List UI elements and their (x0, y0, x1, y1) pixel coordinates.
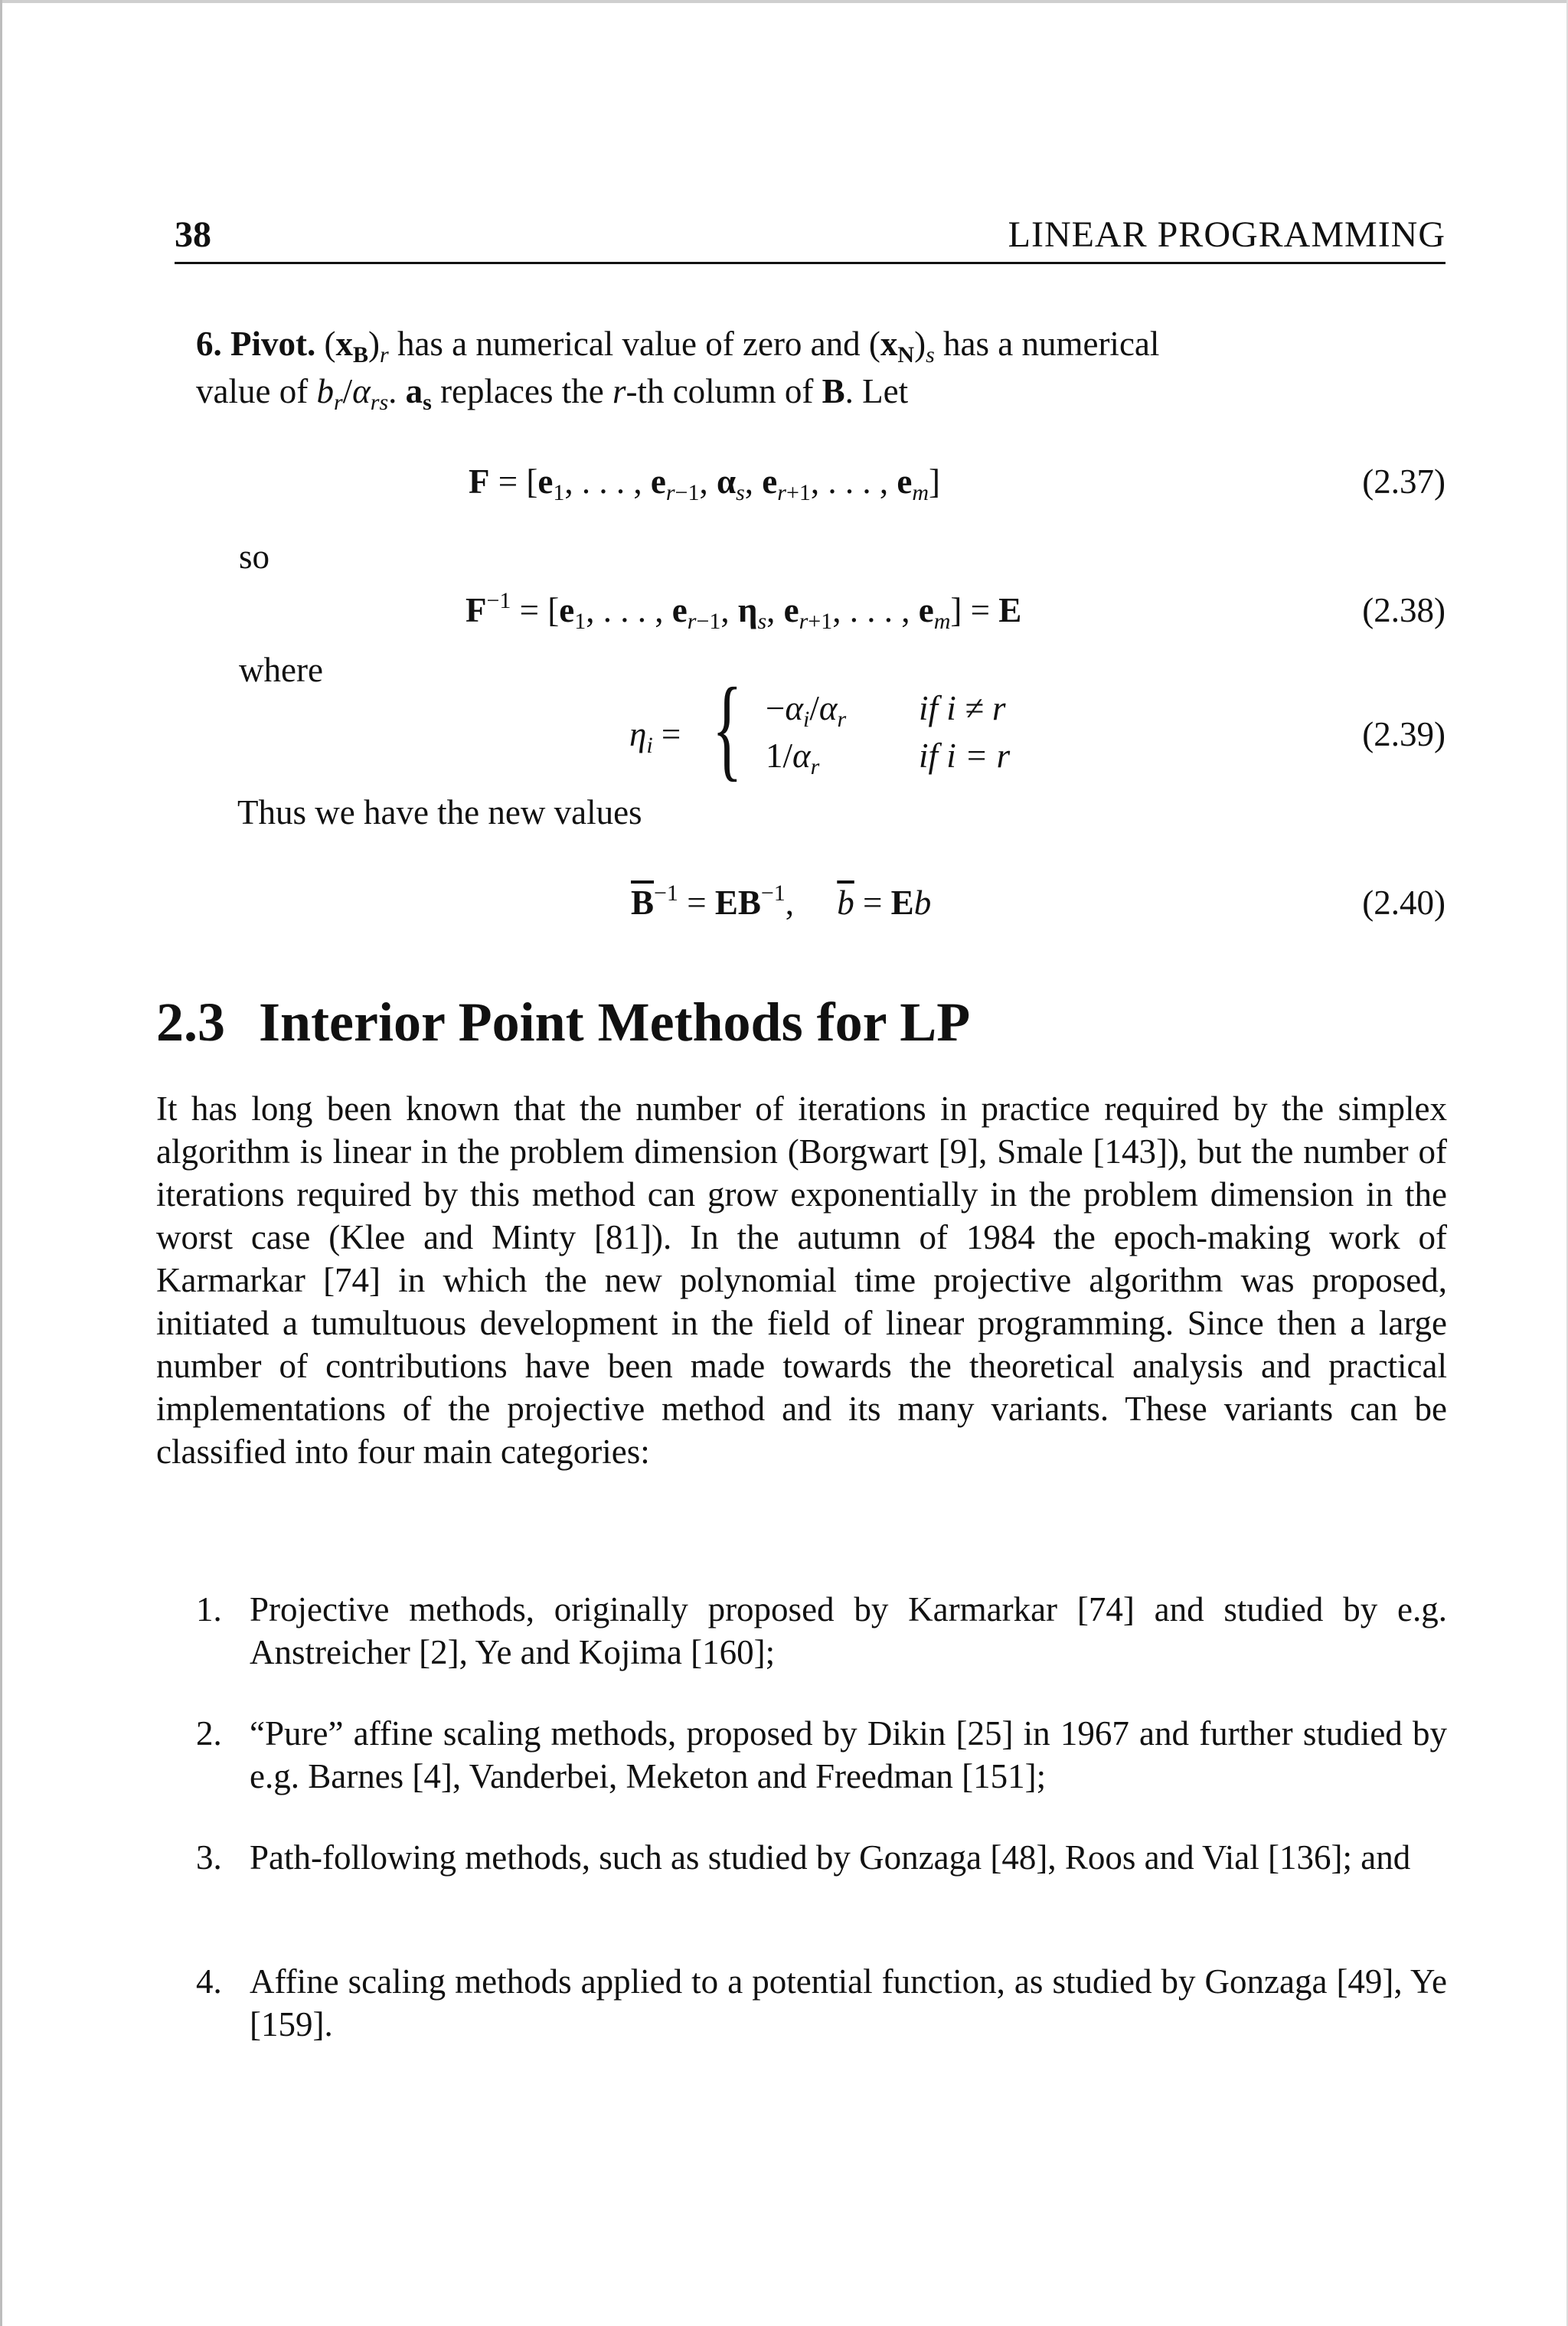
equation-number-2-38: (2.38) (1362, 591, 1446, 629)
equation-number-2-40: (2.40) (1362, 884, 1446, 922)
equation-2-39-case1: $-\alpha_i/\alpha_r$ (766, 689, 847, 732)
label-where: where (239, 651, 323, 689)
step6-line1: 6. Pivot. $(x_B)_r$ has a numerical value of zero and $(x_N)_s$ has a numerical (196, 325, 1160, 368)
list-item-text: Projective methods, originally proposed by Karmarkar [74] and studied by e.g. Anstreicher [2], Ye and Kojima [160]; (250, 1590, 1447, 1671)
equation-2-39-cond2: if i = r (919, 737, 1011, 775)
step6-label: 6. Pivot. (196, 325, 316, 363)
label-so: so (239, 537, 270, 576)
list-item-text: Affine scaling methods applied to a potential function, as studied by Gonzaga [49], Ye [159]. (250, 1962, 1447, 2043)
running-header (175, 208, 1446, 264)
step6-text2c: -th column of (626, 372, 814, 410)
step6-text1: has a numerical value of zero and (397, 325, 861, 363)
step6-text2b: replaces the (440, 372, 604, 410)
step6-text1b: has a numerical (943, 325, 1160, 363)
equation-2-38: $F^{-1} = [e_1$, . . . , $e_{r-1}$, $\eta_s$, $e_{r+1}$, . . . , $e_m] = E$ (466, 588, 1022, 634)
equation-2-39-cond1: if i ≠ r (919, 689, 1006, 727)
step6-line2: value of $b_r/\alpha_{rs}$. $a_s$ replaces the r-th column of B. Let (196, 372, 909, 415)
equation-2-37: $F = [e_1$, . . . , $e_{r-1}$, $\alpha_s$, $e_{r+1}$, . . . , $e_m$] (469, 462, 941, 505)
section-title: Interior Point Methods for LP (259, 991, 971, 1053)
list-item-number: 3. (196, 1838, 222, 1877)
step6-text2d: Let (862, 372, 909, 410)
equation-2-39-lhs: $\eta_i$ = (629, 715, 681, 758)
equation-2-40: $\overline{B}^{-1} = EB^{-1}$, $\overline{b} = Eb$ (631, 880, 932, 922)
label-thus: Thus we have the new values (237, 793, 642, 831)
list-item-number: 2. (196, 1714, 222, 1753)
body-paragraph: It has long been known that the number of iterations in practice required by the simplex algorithm is linear in the problem dimension (Borgwart [9], Smale [143]), but the number of iterations required by this method can grow exponentially in the problem dimension in the worst case (Klee and Minty [81]). In the autumn of 1984 the epoch-making work of Karmarkar [74] in which the new polynomial time projective algorithm was proposed, initiated a tumultuous development in the field of linear programming. Since then a large number of contributions have been made towards the theoretical analysis and practical implementations of the projective method and its many variants. These variants can be classified into four main categories: (156, 1089, 1447, 1471)
step6-text2a: value of (196, 372, 309, 410)
list-item-text: Path-following methods, such as studied by Gonzaga [48], Roos and Vial [136]; and (250, 1838, 1411, 1877)
equation-number-2-39: (2.39) (1362, 715, 1446, 753)
list-item-number: 1. (196, 1590, 222, 1629)
list-item-number: 4. (196, 1962, 222, 2001)
page-number: 38 (175, 214, 211, 255)
running-title: LINEAR PROGRAMMING (1008, 214, 1446, 255)
section-number: 2.3 (156, 991, 225, 1053)
equation-number-2-37: (2.37) (1362, 462, 1446, 501)
equation-2-39-case2: $1/\alpha_r$ (766, 737, 820, 779)
section-heading (156, 988, 970, 1057)
list-item-text: “Pure” affine scaling methods, proposed by Dikin [25] in 1967 and further studied by e.g. Barnes [4], Vanderbei, Meketon and Freedman [151]; (250, 1714, 1447, 1795)
cases-brace: { (712, 665, 743, 792)
